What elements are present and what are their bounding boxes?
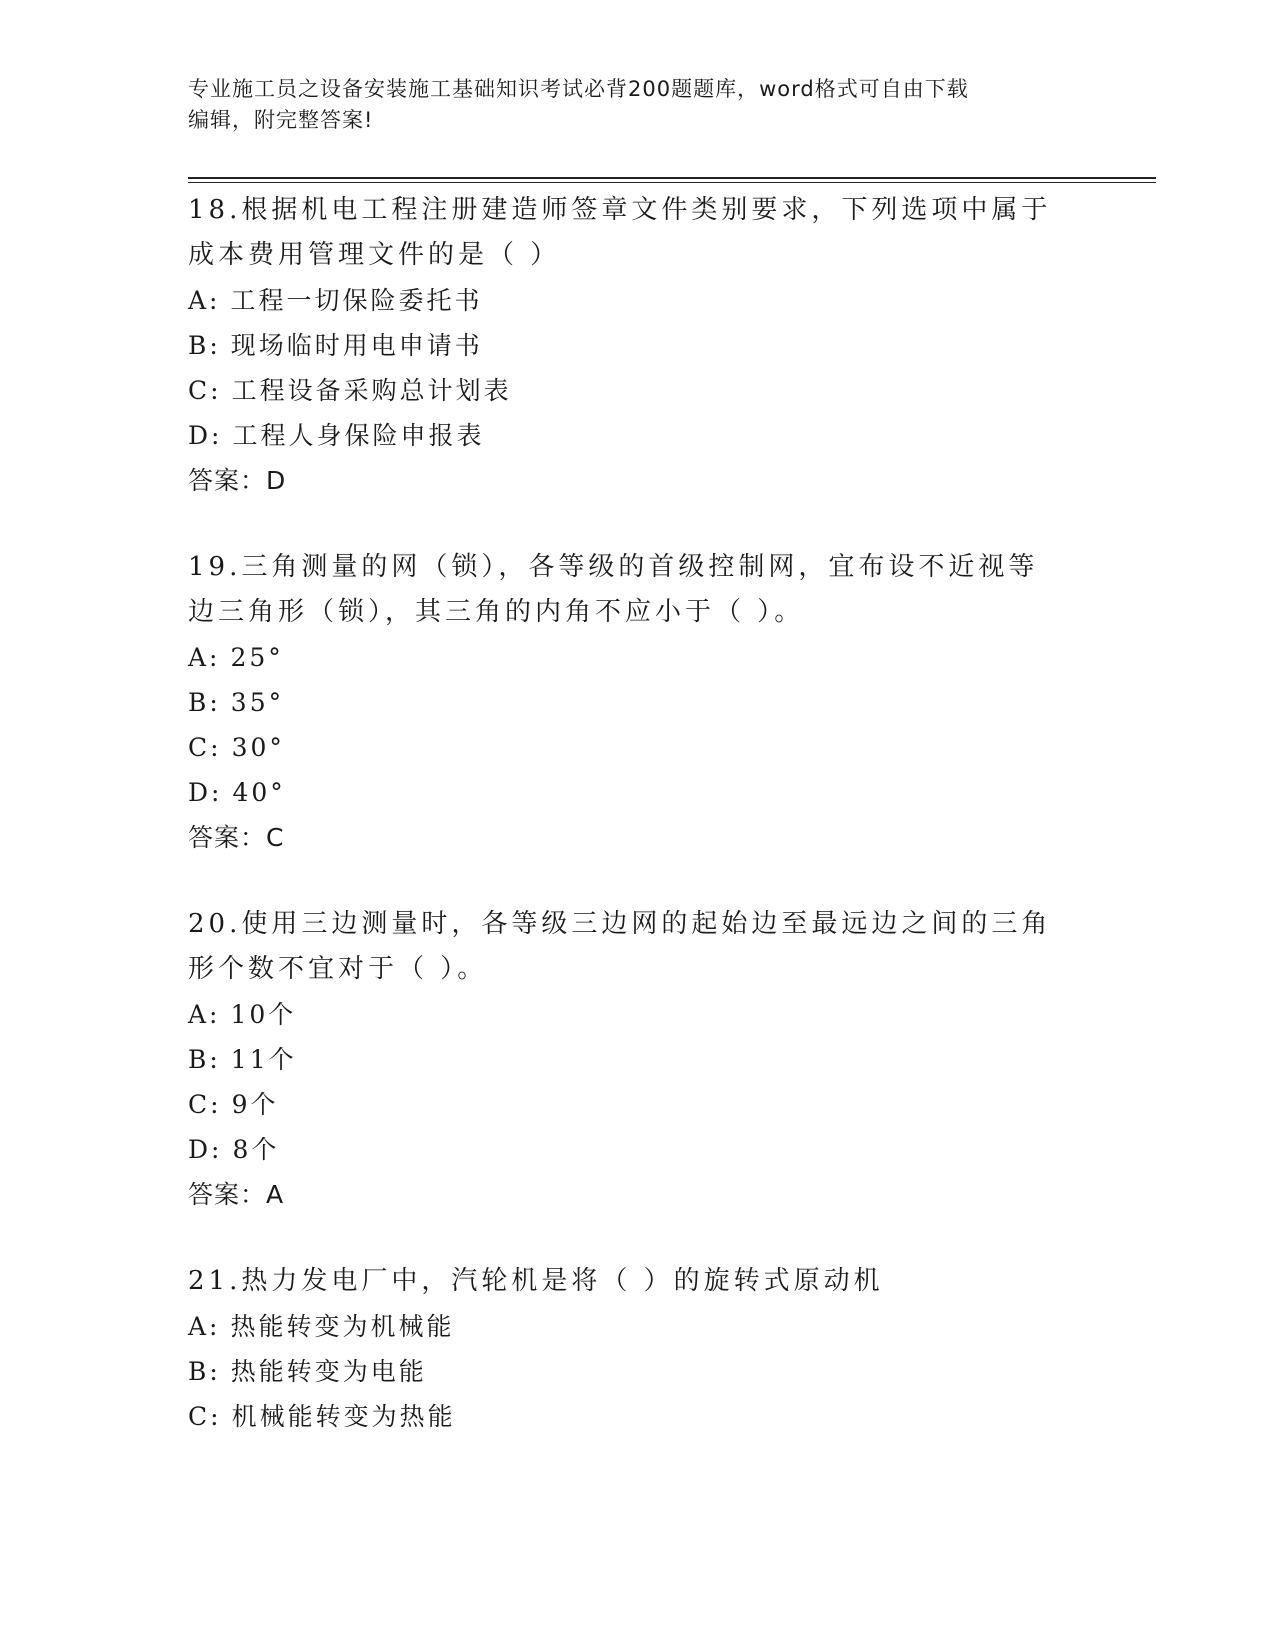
option-label: B: [188, 331, 221, 360]
option-label: B: [188, 1045, 221, 1074]
option-text: 机械能转变为热能 [231, 1402, 456, 1431]
option-label: D: [188, 421, 223, 450]
option-label: B: [188, 688, 221, 717]
option-a [188, 635, 1088, 680]
option-text: 热能转变为机械能 [230, 1312, 455, 1341]
option-a [188, 278, 1088, 323]
option-c [188, 725, 1088, 770]
header-divider-thick [188, 177, 1156, 179]
question-stem: 21.热力发电厂中，汽轮机是将（ ）的旋转式原动机 [188, 1266, 884, 1296]
answer-line: 答案：C [188, 823, 285, 852]
question-18 [188, 188, 1088, 503]
question-21 [188, 1259, 1088, 1439]
option-label: C: [188, 733, 222, 762]
option-b [188, 1349, 1088, 1394]
option-text: 10个 [230, 1000, 297, 1029]
document-header [188, 74, 1068, 136]
option-text: 8个 [232, 1135, 280, 1164]
option-b [188, 323, 1088, 368]
option-label: B: [188, 1357, 221, 1386]
option-c [188, 368, 1088, 413]
option-label: A: [188, 643, 221, 672]
question-19 [188, 545, 1088, 860]
option-label: D: [188, 778, 223, 807]
question-stem: 19.三角测量的网（锁），各等级的首级控制网，宜布设不近视等边三角形（锁），其三角的内角不应小于（ ）。 [188, 552, 1039, 627]
option-text: 35° [230, 688, 285, 717]
option-label: D: [188, 1135, 223, 1164]
option-text: 工程设备采购总计划表 [231, 376, 512, 405]
option-d [188, 413, 1088, 458]
option-text: 25° [230, 643, 284, 672]
option-b [188, 1037, 1088, 1082]
option-label: C: [188, 376, 222, 405]
question-stem: 18.根据机电工程注册建造师签章文件类别要求，下列选项中属于成本费用管理文件的是（ ） [188, 195, 1052, 270]
answer-line: 答案：D [188, 466, 287, 495]
question-list [188, 188, 1088, 1481]
option-text: 热能转变为电能 [230, 1357, 427, 1386]
header-divider-thin [188, 182, 1156, 183]
option-label: C: [188, 1402, 222, 1431]
header-line-1: 专业施工员之设备安装施工基础知识考试必背200题题库，word格式可自由下载 [188, 77, 969, 101]
option-c [188, 1394, 1088, 1439]
option-text: 9个 [231, 1090, 279, 1119]
question-20 [188, 902, 1088, 1217]
option-label: A: [188, 1312, 221, 1341]
option-text: 40° [232, 778, 286, 807]
option-text: 11个 [230, 1045, 297, 1074]
option-c [188, 1082, 1088, 1127]
option-d [188, 1127, 1088, 1172]
option-text: 现场临时用电申请书 [230, 331, 483, 360]
option-label: A: [188, 1000, 221, 1029]
option-text: 30° [231, 733, 285, 762]
option-label: A: [188, 286, 221, 315]
option-text: 工程一切保险委托书 [230, 286, 483, 315]
option-a [188, 1304, 1088, 1349]
option-text: 工程人身保险申报表 [232, 421, 485, 450]
option-d [188, 770, 1088, 815]
option-b [188, 680, 1088, 725]
answer-line: 答案：A [188, 1180, 285, 1209]
option-a [188, 992, 1088, 1037]
header-line-2: 编辑，附完整答案! [188, 108, 374, 132]
option-label: C: [188, 1090, 222, 1119]
question-stem: 20.使用三边测量时，各等级三边网的起始边至最远边之间的三角形个数不宜对于（ ）。 [188, 909, 1052, 984]
